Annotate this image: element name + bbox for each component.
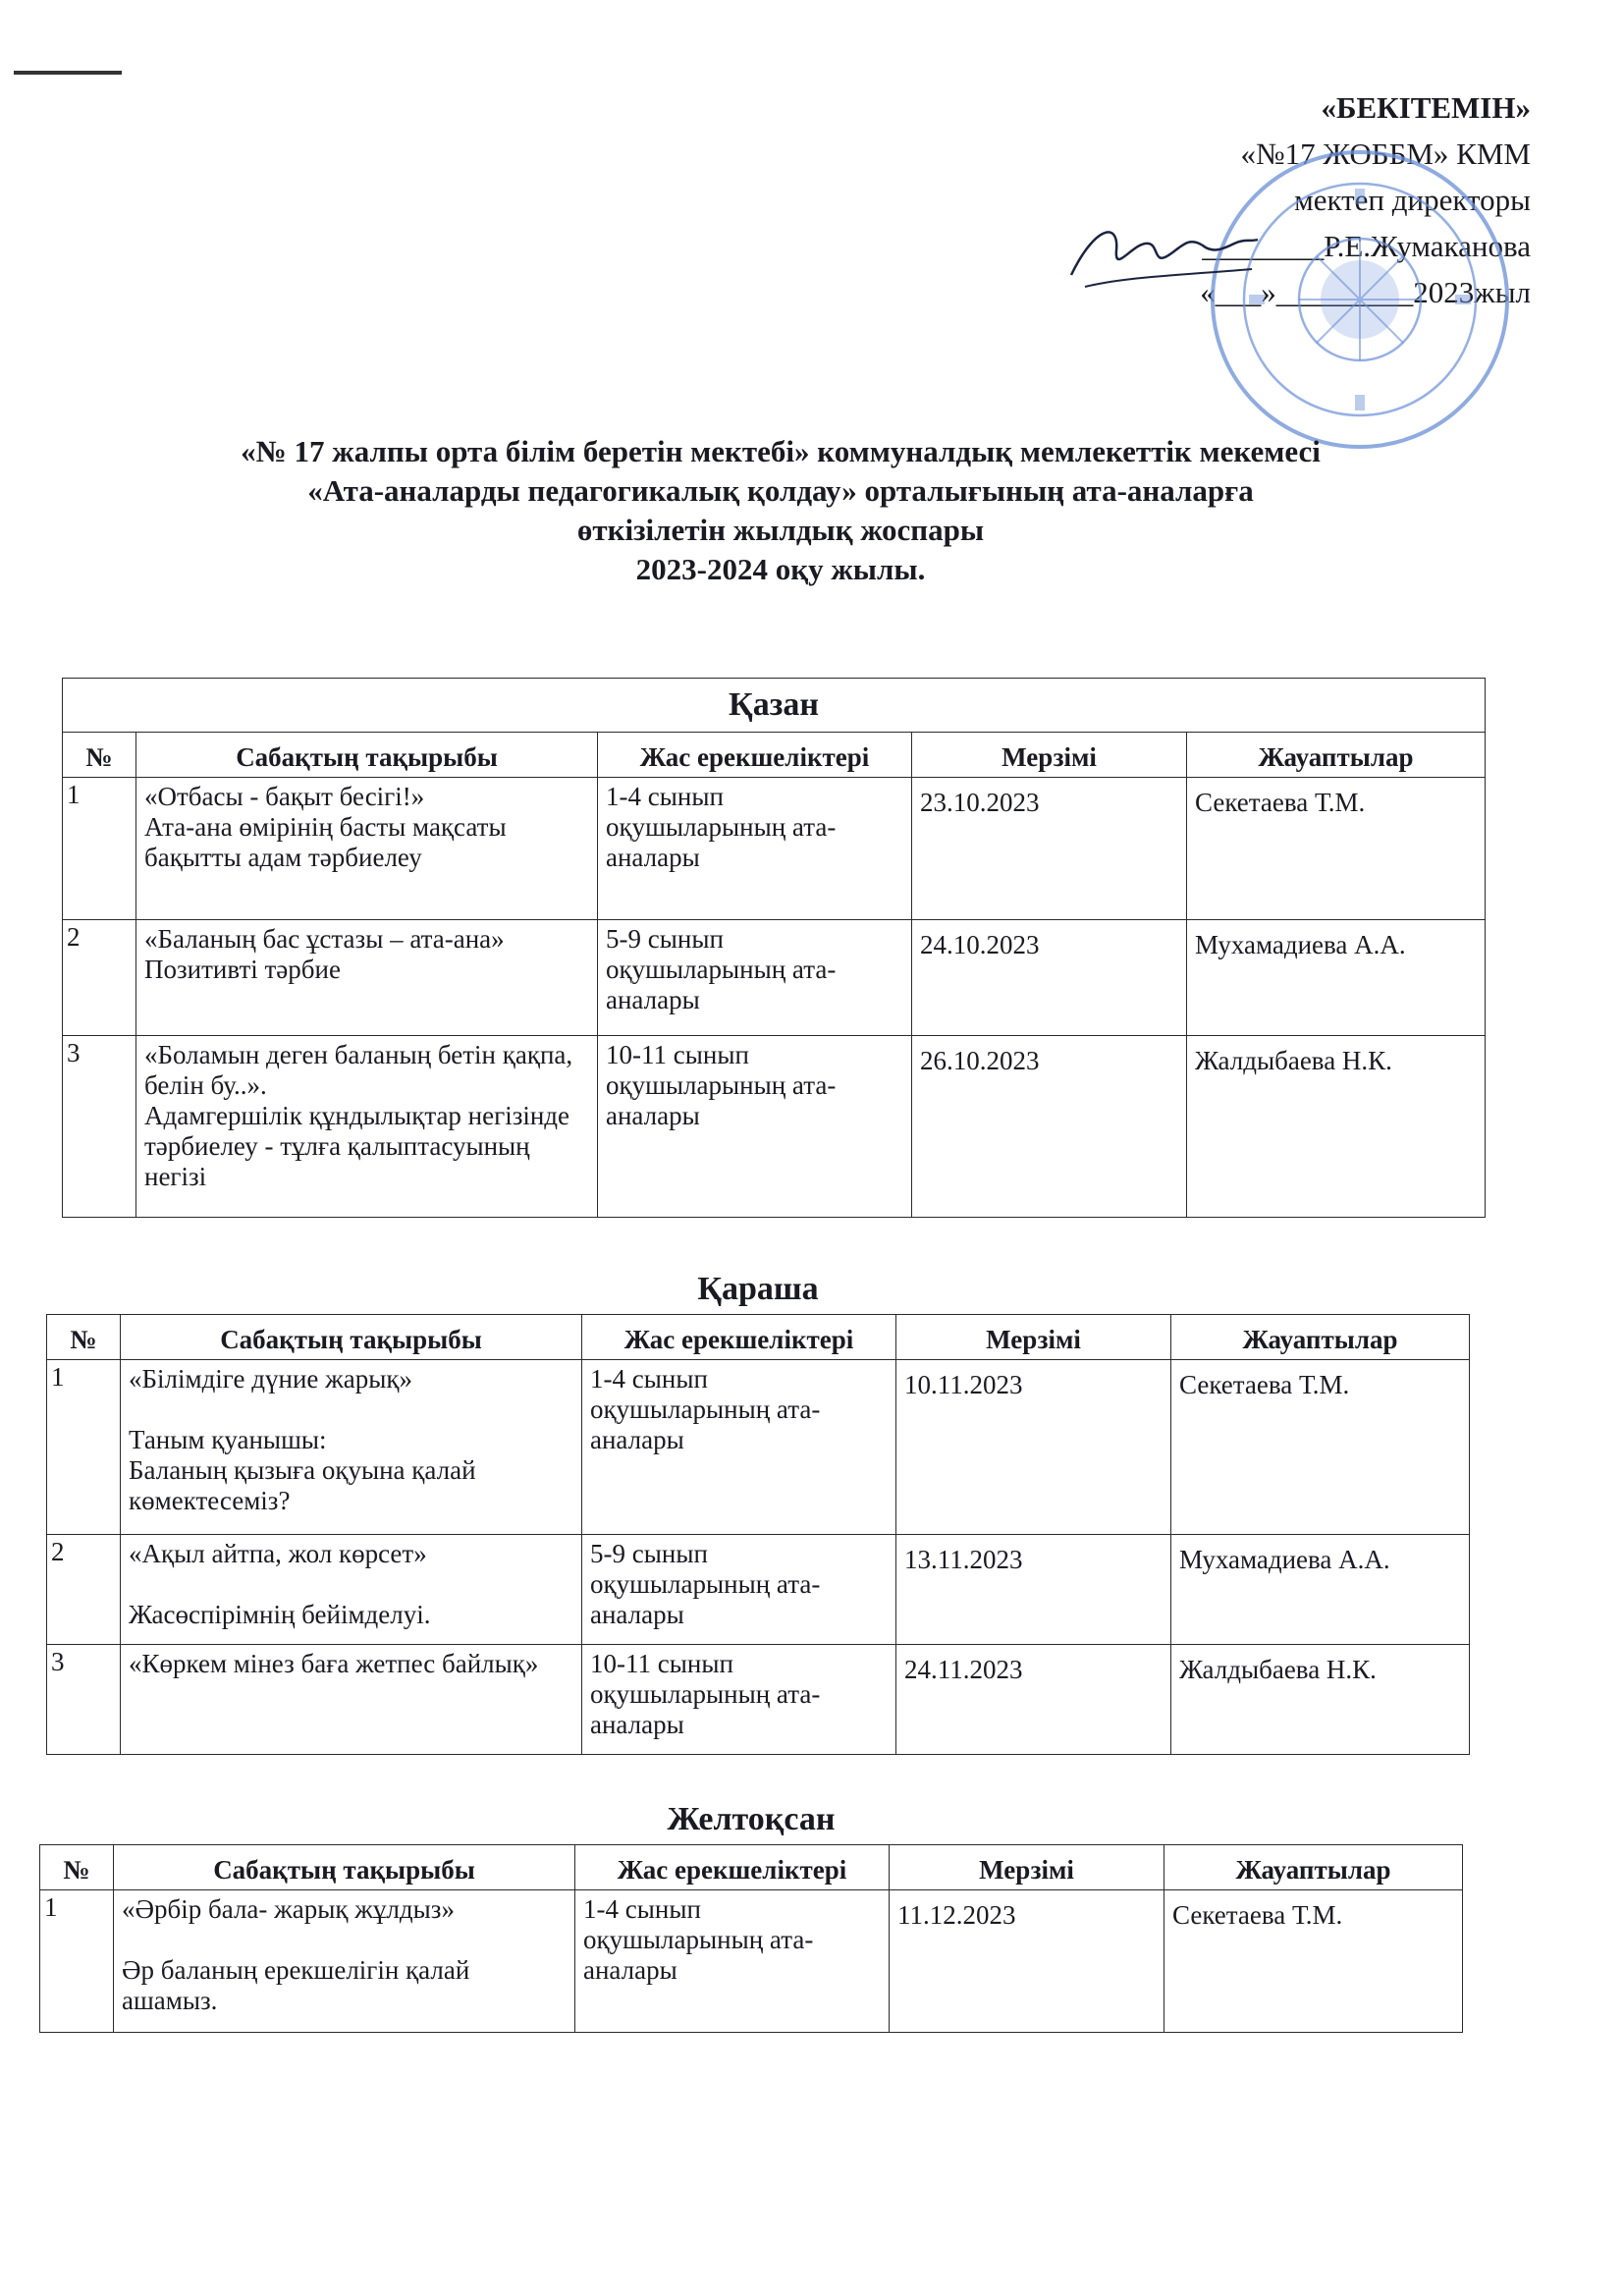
topic-line: «Көркем мінез баға жетпес байлық» xyxy=(129,1649,539,1678)
row-age: 1-4 сынып оқушыларының ата-аналары xyxy=(582,1360,896,1535)
topic-line: Таным қуанышы: xyxy=(129,1425,327,1454)
row-age: 1-4 сынып оқушыларының ата-аналары xyxy=(598,778,912,920)
approval-heading: «БЕКІТЕМІН» xyxy=(1321,90,1531,125)
topic-line: Адамгершілік құндылықтар негізінде тәрбиелеу - тұлға қалыптасуының негізі xyxy=(144,1101,570,1191)
approval-name: ________Р.Е.Жумаканова xyxy=(1202,229,1531,263)
topic-line: «Білімдіге дүние жарық» xyxy=(129,1364,413,1394)
title-line-1: «№ 17 жалпы орта білім беретін мектебі» коммуналдық мемлекеттік мекемесі xyxy=(241,434,1321,468)
row-age: 5-9 сынып оқушыларының ата-аналары xyxy=(582,1535,896,1645)
row-responsible: Жалдыбаева Н.К. xyxy=(1187,1036,1486,1218)
header-topic: Сабақтың тақырыбы xyxy=(121,1315,582,1360)
row-topic xyxy=(136,1036,598,1218)
topic-line: «Отбасы - бақыт бесігі!» xyxy=(144,782,425,811)
header-age: Жас ерекшеліктері xyxy=(575,1845,890,1890)
table-row xyxy=(63,1036,1486,1218)
table-header-row xyxy=(63,733,1486,778)
table-row xyxy=(63,920,1486,1036)
topic-line: «Ақыл айтпа, жол көрсет» xyxy=(129,1539,427,1568)
topic-line-blank xyxy=(129,1394,573,1425)
row-num: 2 xyxy=(47,1535,121,1645)
month-section-november xyxy=(46,1267,1470,1755)
row-date: 10.11.2023 xyxy=(896,1360,1171,1535)
row-num: 3 xyxy=(47,1645,121,1755)
month-section-october xyxy=(62,678,1486,1218)
schedule-table-november xyxy=(46,1314,1470,1755)
row-date: 23.10.2023 xyxy=(912,778,1187,920)
top-left-line xyxy=(14,71,122,75)
header-age: Жас ерекшеліктері xyxy=(582,1315,896,1360)
topic-line: Жасөспірімнің бейімделуі. xyxy=(129,1600,431,1629)
row-age: 10-11 сынып оқушыларының ата-аналары xyxy=(598,1036,912,1218)
month-title: Қазан xyxy=(63,679,1486,733)
month-title: Желтоқсан xyxy=(667,1801,836,1837)
row-topic xyxy=(121,1360,582,1535)
row-topic xyxy=(121,1535,582,1645)
row-responsible: Жалдыбаева Н.К. xyxy=(1171,1645,1470,1755)
table-header-row xyxy=(40,1845,1463,1890)
title-line-4: 2023-2024 оқу жылы. xyxy=(635,552,926,586)
header-num: № xyxy=(40,1845,114,1890)
header-date: Мерзімі xyxy=(896,1315,1171,1360)
header-resp: Жауаптылар xyxy=(1164,1845,1463,1890)
table-header-row xyxy=(47,1315,1470,1360)
row-date: 26.10.2023 xyxy=(912,1036,1187,1218)
table-row xyxy=(63,778,1486,920)
topic-line: Ата-ана өмірінің басты мақсаты бақытты адам тәрбиелеу xyxy=(144,812,507,872)
row-topic xyxy=(121,1645,582,1755)
row-num: 1 xyxy=(47,1360,121,1535)
document-title xyxy=(79,432,1483,589)
row-topic xyxy=(114,1890,575,2033)
header-num: № xyxy=(47,1315,121,1360)
header-age: Жас ерекшеліктері xyxy=(598,733,912,778)
schedule-table-october xyxy=(62,678,1486,1218)
row-num: 3 xyxy=(63,1036,136,1218)
row-responsible: Мухамадиева А.А. xyxy=(1171,1535,1470,1645)
topic-line: «Әрбір бала- жарық жұлдыз» xyxy=(122,1894,455,1924)
row-age: 5-9 сынып оқушыларының ата-аналары xyxy=(598,920,912,1036)
row-responsible: Секетаева Т.М. xyxy=(1171,1360,1470,1535)
row-topic xyxy=(136,920,598,1036)
official-seal-icon xyxy=(1208,147,1512,452)
header-topic: Сабақтың тақырыбы xyxy=(136,733,598,778)
month-section-december xyxy=(39,1797,1463,2033)
topic-line: «Баланың бас ұстазы – ата-ана» xyxy=(144,924,505,954)
row-age: 1-4 сынып оқушыларының ата-аналары xyxy=(575,1890,890,2033)
row-responsible: Секетаева Т.М. xyxy=(1164,1890,1463,2033)
header-resp: Жауаптылар xyxy=(1187,733,1486,778)
header-resp: Жауаптылар xyxy=(1171,1315,1470,1360)
signature-icon xyxy=(1065,206,1262,295)
topic-line: «Боламын деген баланың бетін қақпа, белін бу..». xyxy=(144,1040,573,1100)
topic-line-blank xyxy=(129,1569,573,1600)
title-line-3: өткізілетін жылдық жоспары xyxy=(576,513,985,547)
table-row xyxy=(47,1535,1470,1645)
title-line-2: «Ата-аналарды педагогикалық қолдау» орталығының ата-аналарға xyxy=(307,473,1254,508)
schedule-table-december xyxy=(39,1844,1463,2033)
header-date: Мерзімі xyxy=(890,1845,1164,1890)
row-date: 11.12.2023 xyxy=(890,1890,1164,2033)
row-date: 24.11.2023 xyxy=(896,1645,1171,1755)
table-row xyxy=(40,1890,1463,2033)
row-responsible: Мухамадиева А.А. xyxy=(1187,920,1486,1036)
row-num: 2 xyxy=(63,920,136,1036)
row-age: 10-11 сынып оқушыларының ата-аналары xyxy=(582,1645,896,1755)
topic-line: Баланың қызыға оқуына қалай көмектесеміз? xyxy=(129,1455,476,1515)
month-title: Қараша xyxy=(697,1271,819,1307)
header-date: Мерзімі xyxy=(912,733,1187,778)
table-row xyxy=(47,1360,1470,1535)
header-num: № xyxy=(63,733,136,778)
approval-position: мектеп директоры xyxy=(1294,183,1531,217)
topic-line: Әр баланың ерекшелігін қалай ашамыз. xyxy=(122,1955,470,2015)
row-date: 24.10.2023 xyxy=(912,920,1187,1036)
row-date: 13.11.2023 xyxy=(896,1535,1171,1645)
approval-org: «№17 ЖОББМ» КММ xyxy=(1240,137,1531,171)
row-num: 1 xyxy=(40,1890,114,2033)
topic-line: Позитивті тәрбие xyxy=(144,955,341,984)
approval-date: «___»_________2023жыл xyxy=(1200,275,1531,309)
topic-line-blank xyxy=(122,1925,567,1955)
row-responsible: Секетаева Т.М. xyxy=(1187,778,1486,920)
row-num: 1 xyxy=(63,778,136,920)
row-topic xyxy=(136,778,598,920)
header-topic: Сабақтың тақырыбы xyxy=(114,1845,575,1890)
table-row xyxy=(47,1645,1470,1755)
